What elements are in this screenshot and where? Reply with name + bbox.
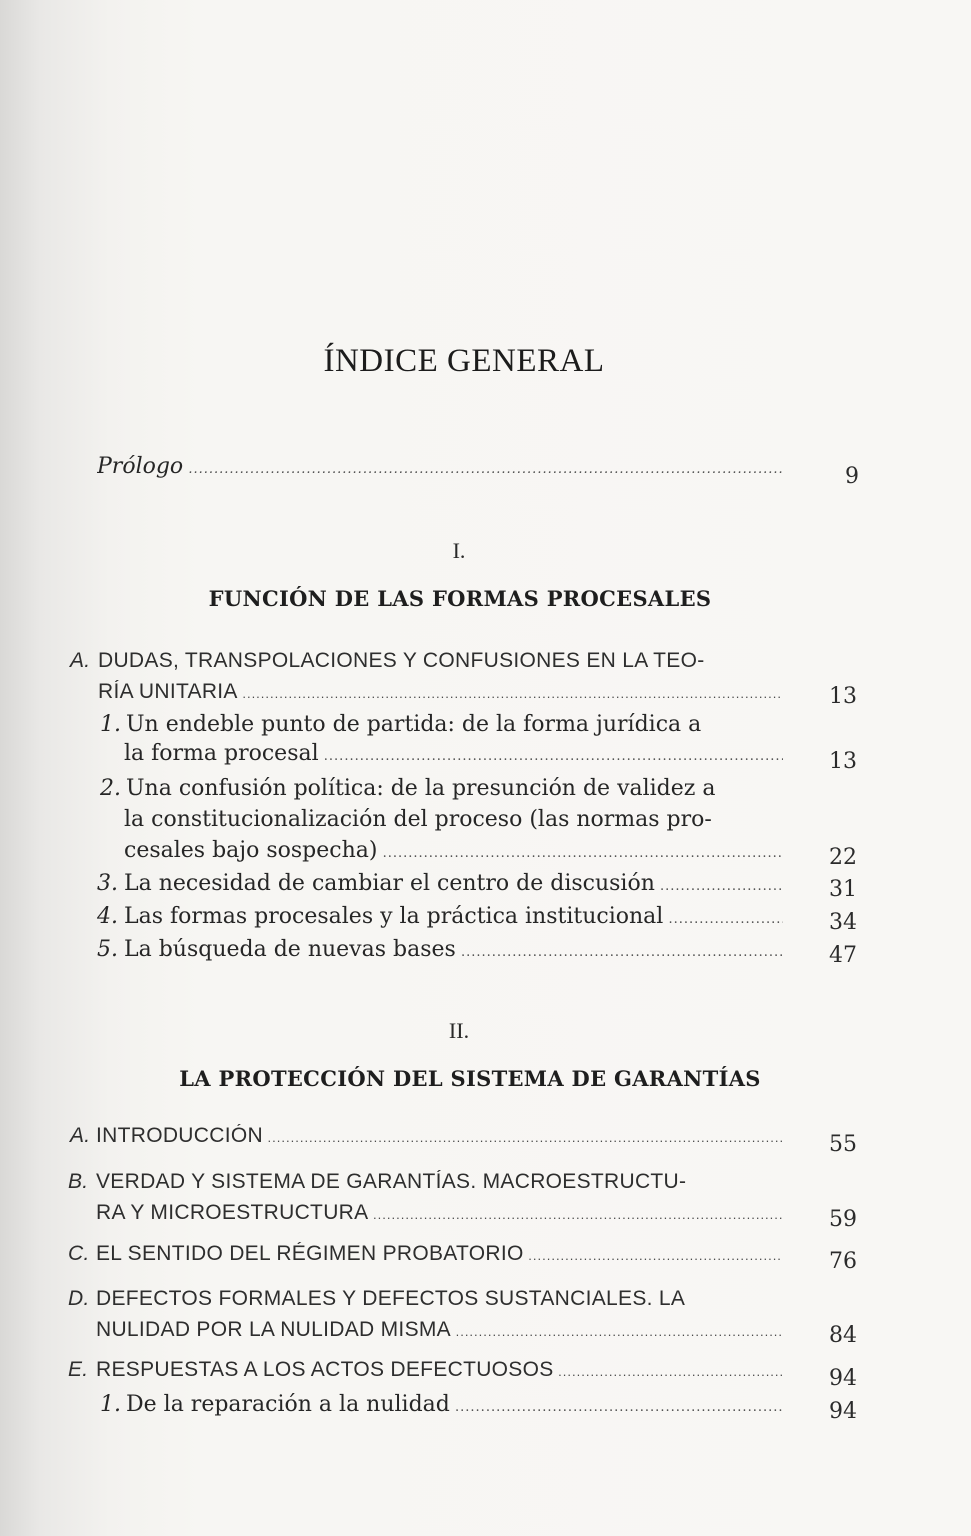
- toc-page-number: 9: [845, 464, 859, 489]
- toc-page-number: 76: [829, 1249, 857, 1274]
- toc-entry-line: Una confusión política: de la presunción de validez a: [126, 776, 716, 801]
- toc-page-number: 55: [829, 1132, 857, 1157]
- toc-entry-line: [96, 1318, 783, 1342]
- toc-page-number: 31: [829, 877, 857, 902]
- toc-entry-line: [124, 904, 783, 929]
- toc-entry-line: VERDAD Y SISTEMA DE GARANTÍAS. MACROESTRUCTU-: [96, 1170, 687, 1193]
- page-title: ÍNDICE GENERAL: [323, 343, 605, 379]
- toc-entry-line: [96, 1201, 783, 1225]
- entry-letter: B.: [68, 1170, 89, 1193]
- toc-entry-line: [98, 680, 783, 704]
- toc-entry-label: INTRODUCCIÓN: [96, 1124, 263, 1147]
- entry-number: 5.: [97, 937, 118, 962]
- toc-page-number: 94: [829, 1366, 857, 1391]
- part-heading: FUNCIÓN DE LAS FORMAS PROCESALES: [208, 586, 712, 611]
- toc-entry-line: [124, 937, 783, 962]
- entry-number: 1.: [100, 712, 121, 737]
- entry-letter: A.: [70, 1124, 91, 1147]
- toc-entry-prologo: [97, 454, 783, 479]
- toc-page-number: 47: [829, 943, 857, 968]
- part-number: II.: [448, 1018, 470, 1043]
- toc-entry-label: Prólogo: [97, 454, 184, 479]
- toc-entry-line: [124, 838, 783, 863]
- toc-page-number: 84: [829, 1323, 857, 1348]
- toc-page-number: 59: [829, 1207, 857, 1232]
- toc-entry-label: NULIDAD POR LA NULIDAD MISMA: [96, 1318, 451, 1341]
- toc-entry-line: Un endeble punto de partida: de la forma jurídica a: [126, 712, 702, 737]
- toc-entry-label: La necesidad de cambiar el centro de discusión: [124, 871, 655, 896]
- entry-number: 4.: [97, 904, 118, 929]
- toc-entry-label: RÍA UNITARIA: [98, 680, 238, 703]
- toc-entry-line: [124, 871, 783, 896]
- toc-page-number: 94: [829, 1399, 857, 1424]
- toc-page-number: 22: [829, 845, 857, 870]
- entry-letter: C.: [68, 1242, 90, 1265]
- toc-entry-label: De la reparación a la nulidad: [126, 1392, 450, 1417]
- part-number: I.: [452, 538, 466, 563]
- toc-page-number: 13: [829, 684, 857, 709]
- toc-entry-line: [96, 1124, 783, 1148]
- toc-entry-label: RA Y MICROESTRUCTURA: [96, 1201, 369, 1224]
- entry-number: 1.: [100, 1392, 121, 1417]
- toc-entry-line: DUDAS, TRANSPOLACIONES Y CONFUSIONES EN LA TEO-: [98, 649, 705, 672]
- entry-letter: D.: [68, 1287, 90, 1310]
- toc-entry-label: La búsqueda de nuevas bases: [124, 937, 456, 962]
- toc-entry-line: [96, 1358, 783, 1382]
- toc-entry-line: DEFECTOS FORMALES Y DEFECTOS SUSTANCIALES. LA: [96, 1287, 686, 1310]
- toc-entry-line: [96, 1242, 783, 1266]
- toc-entry-label: cesales bajo sospecha): [124, 838, 378, 863]
- entry-number: 3.: [97, 871, 118, 896]
- toc-entry-label: Las formas procesales y la práctica institucional: [124, 904, 664, 929]
- toc-entry-line: la constitucionalización del proceso (las normas pro-: [124, 807, 712, 832]
- entry-number: 2.: [100, 776, 121, 801]
- toc-entry-line: [126, 1392, 783, 1417]
- toc-entry-line: [124, 741, 783, 766]
- toc-entry-label: RESPUESTAS A LOS ACTOS DEFECTUOSOS: [96, 1358, 554, 1381]
- toc-page-number: 13: [829, 749, 857, 774]
- entry-letter: E.: [68, 1358, 89, 1381]
- entry-letter: A.: [70, 649, 91, 672]
- toc-entry-label: la forma procesal: [124, 741, 319, 766]
- toc-entry-label: EL SENTIDO DEL RÉGIMEN PROBATORIO: [96, 1242, 524, 1265]
- toc-page-number: 34: [829, 910, 857, 935]
- part-heading: LA PROTECCIÓN DEL SISTEMA DE GARANTÍAS: [179, 1066, 761, 1091]
